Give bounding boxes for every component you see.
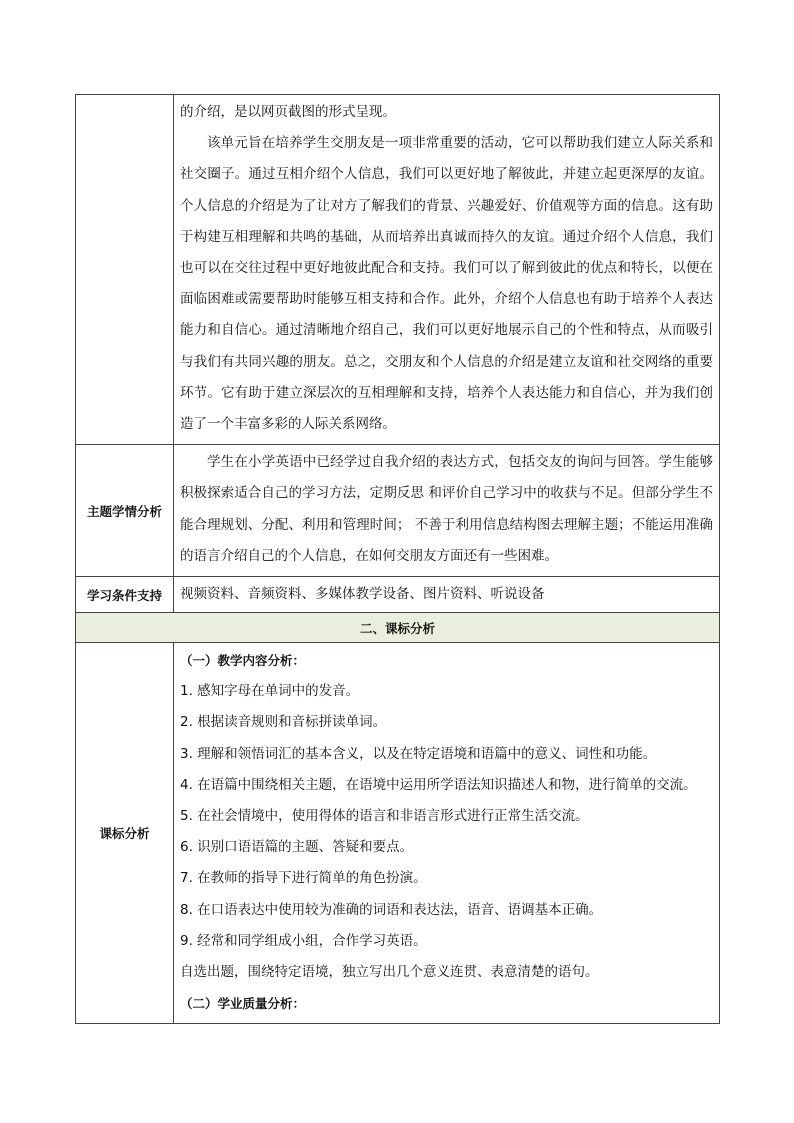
standards-content bbox=[174, 643, 720, 1024]
learning-conditions-label: 学习条件支持 bbox=[76, 577, 174, 613]
learner-analysis-label: 主题学情分析 bbox=[76, 445, 174, 577]
standards-item: 9. 经常和同学组成小组，合作学习英语。 bbox=[180, 932, 427, 949]
quality-analysis-heading: （二）学业质量分析： bbox=[180, 996, 306, 1012]
standards-item: 5. 在社会情境中，使用得体的语言和非语言形式进行正常生活交流。 bbox=[180, 808, 589, 825]
standards-label: 课标分析 bbox=[76, 643, 174, 1024]
standards-item: 7. 在教师的指导下进行简单的角色扮演。 bbox=[180, 870, 427, 887]
lesson-plan-table bbox=[75, 94, 720, 1024]
intro-label bbox=[76, 95, 174, 445]
content-analysis-heading: （一）教学内容分析： bbox=[180, 653, 306, 669]
standards-row bbox=[76, 643, 720, 1024]
learner-analysis-text: 学生在小学英语中已经学过自我介绍的表达方式，包括交友的询问与回答。学生能够积极探索适合自己的学习方法，定期反思 和评价自己学习中的收获与不足。但部分学生不能合理规划、分配、利用和管理时间； 不善于利用信息结构图去理解主题；不能运用准确的语言介绍自己的个人信息，在如何交朋友方面还有一些困难。 bbox=[180, 454, 713, 564]
standards-item: 2. 根据读音规则和音标拼读单词。 bbox=[180, 714, 387, 731]
standards-item: 8. 在口语表达中使用较为准确的词语和表达法，语音、语调基本正确。 bbox=[180, 901, 603, 918]
standards-item: 6. 识别口语语篇的主题、答疑和要点。 bbox=[180, 839, 414, 856]
section-title: 二、课标分析 bbox=[76, 613, 720, 643]
section-header-row bbox=[76, 613, 720, 643]
learning-conditions-row bbox=[76, 577, 720, 613]
intro-line-continued: 的介绍，是以网页截图的形式呈现。 bbox=[180, 104, 396, 120]
standards-item: 1. 感知字母在单词中的发音。 bbox=[180, 683, 360, 700]
standards-item: 4. 在语篇中围绕相关主题，在语境中运用所学语法知识描述人和物，进行简单的交流。 bbox=[180, 776, 697, 793]
intro-paragraph: 该单元旨在培养学生交朋友是一项非常重要的活动，它可以帮助我们建立人际关系和社交圈子。通过互相介绍个人信息，我们可以更好地了解彼此，并建立起更深厚的友谊。个人信息的介绍是为了让对方了解我们的背景、兴趣爱好、价值观等方面的信息。这有助于构建互相理解和共鸣的基础，从而培养出真诚而持久的友谊。通过介绍个人信息，我们也可以在交往过程中更好地彼此配合和支持。我们可以了解到彼此的优点和特长，以便在面临困难或需要帮助时能够互相支持和合作。此外，介绍个人信息也有助于培养个人表达能力和自信心。通过清晰地介绍自己，我们可以更好地展示自己的个性和特点，从而吸引与我们有共同兴趣的朋友。总之，交朋友和个人信息的介绍是建立友谊和社交网络的重要环节。它有助于建立深层次的互相理解和支持，培养个人表达能力和自信心，并为我们创造了一个丰富多彩的人际关系网络。 bbox=[180, 135, 713, 433]
standards-list bbox=[180, 676, 713, 957]
standards-extra: 自选出题，围绕特定语境，独立写出几个意义连贯、表意清楚的语句。 bbox=[180, 964, 599, 981]
learning-conditions-text: 视频资料、音频资料、多媒体教学设备、图片资料、听说设备 bbox=[174, 577, 720, 613]
intro-row bbox=[76, 95, 720, 445]
learner-analysis-content bbox=[174, 445, 720, 577]
learner-analysis-row bbox=[76, 445, 720, 577]
standards-item: 3. 理解和领悟词汇的基本含义，以及在特定语境和语篇中的意义、词性和功能。 bbox=[180, 745, 657, 762]
intro-content bbox=[174, 95, 720, 445]
